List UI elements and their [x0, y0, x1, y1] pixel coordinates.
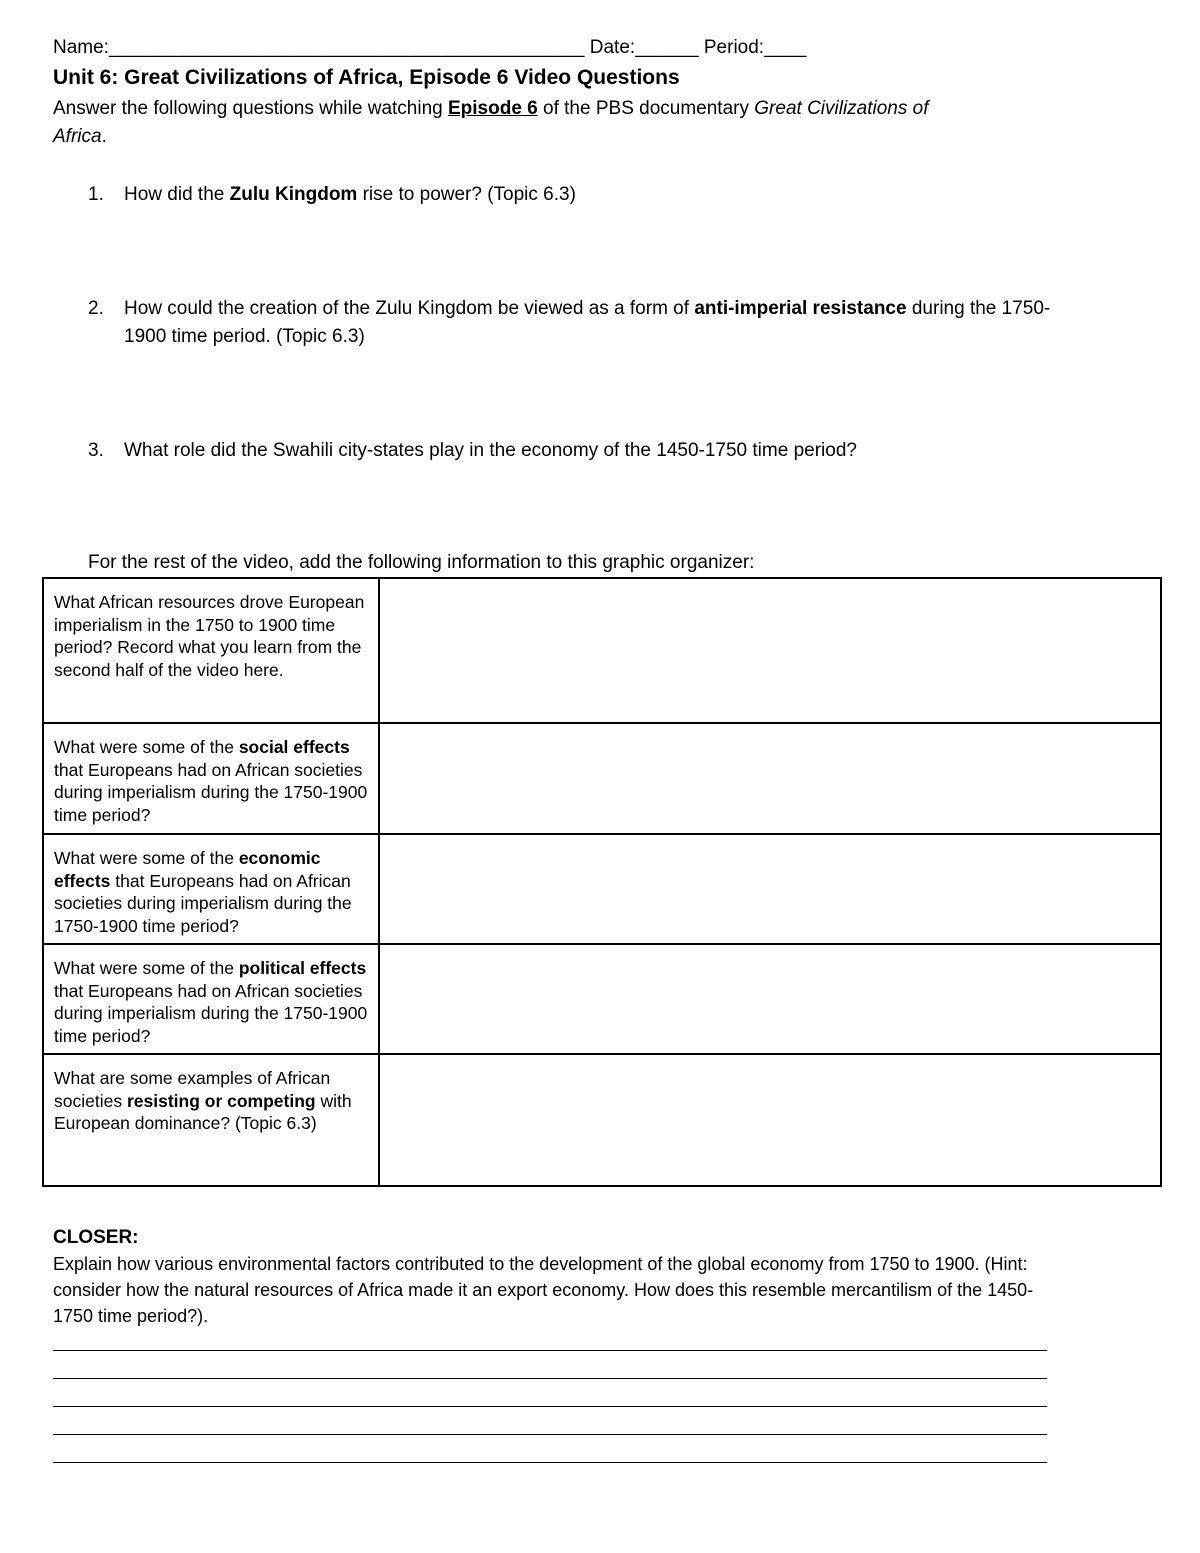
closer-answer-line[interactable]	[53, 1350, 1047, 1351]
intro-middle: of the PBS documentary	[537, 98, 755, 119]
intro-end: .	[101, 126, 107, 147]
name-label: Name:	[53, 37, 109, 58]
organizer-row	[43, 723, 1161, 834]
prompt-text-after: that Europeans had on African societies during imperialism during the 1750-1900 time period?	[54, 870, 352, 936]
organizer-prompt	[43, 834, 379, 944]
intro-line-2	[53, 126, 107, 148]
organizer-row	[43, 944, 1161, 1054]
name-blank[interactable]: _____________________________________________	[108, 37, 585, 58]
prompt-text: What were some of the	[54, 848, 239, 868]
question-text-bold: Zulu Kingdom	[229, 184, 358, 205]
question-text-after: during the 1750-1900 time period. (Topic 6.3)	[124, 298, 1051, 347]
organizer-row	[43, 1054, 1161, 1186]
closer-answer-line[interactable]	[53, 1434, 1047, 1435]
question-text-after: rise to power? (Topic 6.3)	[357, 184, 576, 205]
header-line	[53, 37, 806, 59]
organizer-row	[43, 578, 1161, 723]
page-title: Unit 6: Great Civilizations of Africa, Episode 6 Video Questions	[53, 66, 680, 89]
intro-doc-title-2: Africa	[53, 126, 102, 147]
closer-answer-line[interactable]	[53, 1406, 1047, 1407]
organizer-answer-cell[interactable]	[379, 944, 1161, 1054]
prompt-text: What were some of the	[54, 737, 239, 757]
closer-answer-line[interactable]	[53, 1378, 1047, 1379]
prompt-text-after: that Europeans had on African societies during imperialism during the 1750-1900 time period?	[54, 980, 368, 1046]
prompt-text: What were some of the	[54, 958, 239, 978]
organizer-prompt	[43, 1054, 379, 1186]
period-blank[interactable]: ____	[764, 37, 807, 58]
closer-prompt: Explain how various environmental factors contributed to the development of the global economy from 1750 to 1900. (Hint: consider how the natural resources of Africa made it an export economy. How does this resemble mercantilism of the 1450-1750 time period?).	[53, 1254, 1034, 1326]
organizer-instructions: For the rest of the video, add the following information to this graphic organizer:	[88, 552, 755, 573]
intro-doc-title-1: Great Civilizations of	[754, 98, 929, 119]
intro-line-1	[53, 98, 929, 120]
question-number: 3.	[88, 440, 104, 461]
question-text: What role did the Swahili city-states play in the economy of the 1450-1750 time period?	[124, 440, 857, 461]
prompt-text: What African resources drove European imperialism in the 1750 to 1900 time period? Record what you learn from the second half of the video here.	[54, 592, 365, 680]
organizer-row	[43, 834, 1161, 944]
prompt-bold: resisting or competing	[126, 1090, 316, 1111]
prompt-text-after: that Europeans had on African societies during imperialism during the 1750-1900 time period?	[54, 759, 368, 825]
organizer-answer-cell[interactable]	[379, 723, 1161, 834]
prompt-bold: social effects	[238, 737, 350, 757]
period-label: Period:	[698, 37, 765, 58]
organizer-answer-cell[interactable]	[379, 578, 1161, 723]
prompt-bold: economic effects	[54, 848, 321, 891]
question-number: 1.	[88, 184, 104, 205]
question-text-before: How did the	[124, 184, 230, 205]
question-text-bold: anti-imperial resistance	[694, 298, 907, 319]
prompt-text-after: with European dominance? (Topic 6.3)	[54, 1090, 352, 1133]
prompt-text: What are some examples of African societies	[54, 1068, 331, 1111]
organizer-prompt	[43, 944, 379, 1054]
question-number: 2.	[88, 298, 104, 319]
organizer-answer-cell[interactable]	[379, 1054, 1161, 1186]
date-blank[interactable]: ______	[635, 37, 699, 58]
question-text	[124, 295, 1084, 351]
organizer-answer-cell[interactable]	[379, 834, 1161, 944]
intro-before: Answer the following questions while watching	[53, 98, 448, 119]
prompt-bold: political effects	[238, 958, 367, 978]
organizer-prompt	[43, 578, 379, 723]
closer-answer-line[interactable]	[53, 1462, 1047, 1463]
question-text	[124, 181, 1084, 209]
intro-episode: Episode 6	[448, 98, 538, 119]
question-text-before: How could the creation of the Zulu Kingdom be viewed as a form of	[124, 298, 695, 319]
closer-title: CLOSER:	[53, 1227, 139, 1248]
date-label: Date:	[584, 37, 636, 58]
graphic-organizer-table	[42, 577, 1162, 1187]
organizer-prompt	[43, 723, 379, 834]
